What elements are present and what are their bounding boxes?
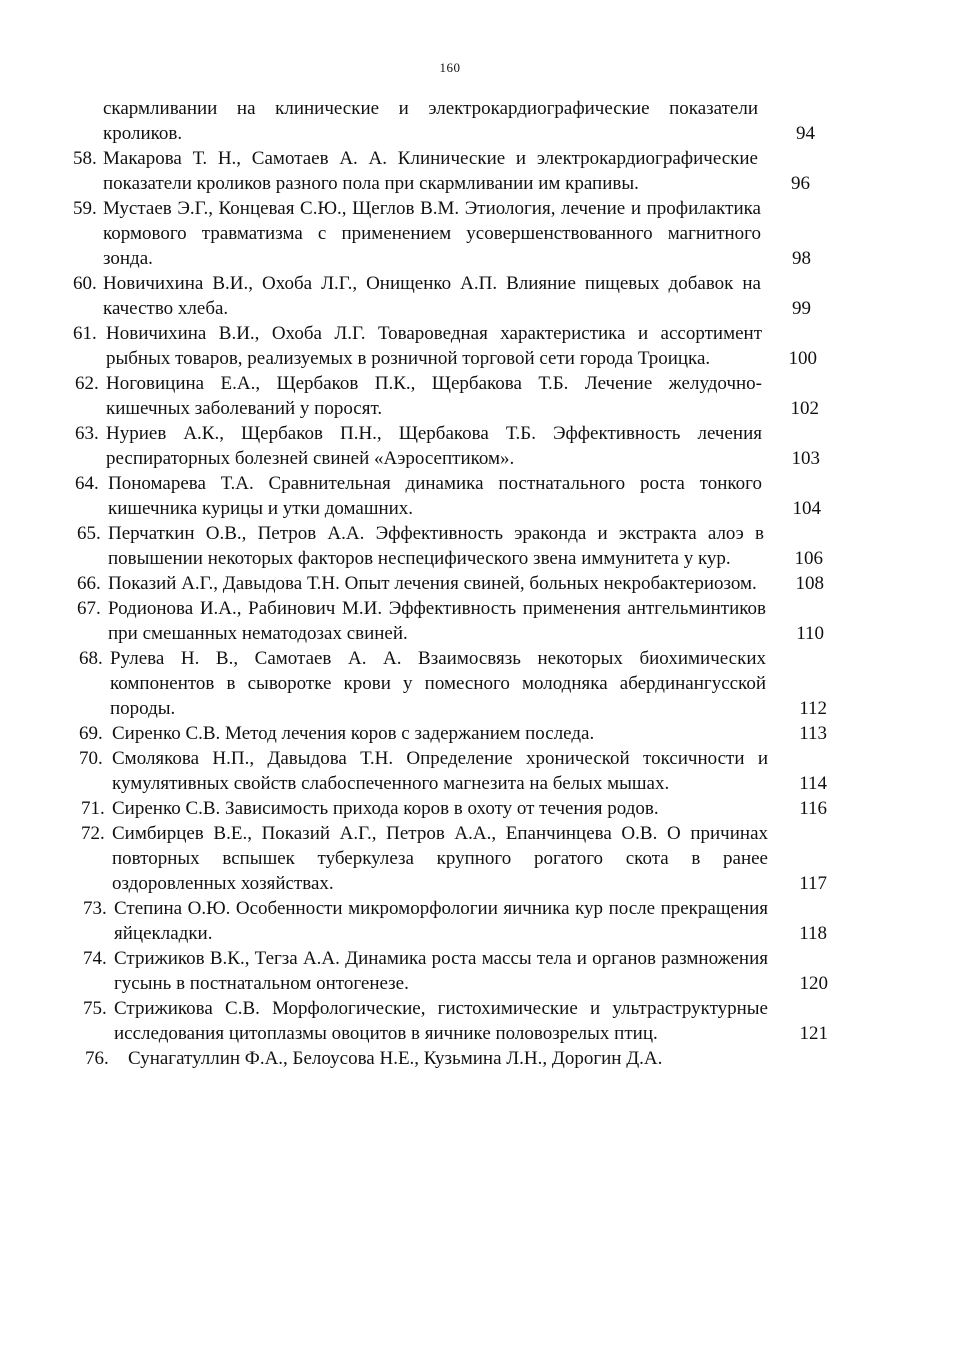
- toc-entry-page-number: 116: [799, 798, 827, 819]
- toc-entry-page-number: 113: [799, 723, 827, 744]
- toc-entry-number: 62.: [75, 373, 99, 394]
- toc-entry-title: Новичихина В.И., Охоба Л.Г., Онищенко А.П. Влияние пищевых добавок на качество хлеба.: [103, 273, 761, 319]
- toc-entry-number: 58.: [73, 148, 97, 169]
- toc-entry: [0, 946, 960, 996]
- toc-entry-number: 60.: [73, 273, 97, 294]
- toc-entry-title: скармливании на клинические и электрокардиографические показатели кроликов.: [103, 98, 758, 144]
- toc-entry-number: 72.: [81, 823, 105, 844]
- toc-entry-page-number: 114: [799, 773, 827, 794]
- toc-entry: [0, 821, 960, 896]
- toc-entry-number: 59.: [73, 198, 97, 219]
- toc-entry-number: 70.: [79, 748, 103, 769]
- toc-entry-title: Смолякова Н.П., Давыдова Т.Н. Определение хронической токсичности и кумулятивных свойств слабоспеченного магнезита на белых мышах.: [112, 748, 768, 794]
- toc-entry: [0, 796, 960, 821]
- toc-entry-title: Симбирцев В.Е., Показий А.Г., Петров А.А., Епанчинцева О.В. О причинах повторных вспышек туберкулеза крупного рогатого скота в ранее оздоровленных хозяйствах.: [112, 823, 768, 894]
- toc-entry: [0, 421, 960, 471]
- toc-entry-page-number: 121: [799, 1023, 828, 1044]
- toc-entry-number: 64.: [75, 473, 99, 494]
- toc-entry-title: Перчаткин О.В., Петров А.А. Эффективность эраконда и экстракта алоэ в повышении некоторых факторов неспецифического звена иммунитета у кур.: [108, 523, 764, 569]
- toc-entry-title: Пономарева Т.А. Сравнительная динамика постнатального роста тонкого кишечника курицы и утки домашних.: [108, 473, 762, 519]
- toc-entry-page-number: 118: [799, 923, 827, 944]
- toc-entry-title: Стрижикова С.В. Морфологические, гистохимические и ультраструктурные исследования цитоплазмы овоцитов в яичнике половозрелых птиц.: [114, 998, 768, 1044]
- toc-entry: [0, 571, 960, 596]
- toc-entry-page-number: 104: [792, 498, 821, 519]
- toc-entry-title: Показий А.Г., Давыдова Т.Н. Опыт лечения свиней, больных некробактериозом.: [108, 573, 757, 594]
- toc-entry-title: Степина О.Ю. Особенности микроморфологии яичника кур после прекращения яйцекладки.: [114, 898, 768, 944]
- toc-entry: [0, 521, 960, 571]
- toc-entry-title: Стрижиков В.К., Тегза А.А. Динамика роста массы тела и органов размножения гусынь в постнатальном онтогенезе.: [114, 948, 768, 994]
- toc-entry-title: Мустаев Э.Г., Концевая С.Ю., Щеглов В.М. Этиология, лечение и профилактика кормового травматизма с применением усовершенствованного магнитного зонда.: [103, 198, 761, 269]
- toc-entry-number: 61.: [73, 323, 97, 344]
- toc-entry-number: 75.: [83, 998, 107, 1019]
- toc-entry-title: Рулева Н. В., Самотаев А. А. Взаимосвязь некоторых биохимических компонентов в сыворотке крови у помесного молодняка абердинангусской породы.: [110, 648, 766, 719]
- toc-entry-title: Ноговицина Е.А., Щербаков П.К., Щербакова Т.Б. Лечение желудочно-кишечных заболеваний у поросят.: [106, 373, 762, 419]
- toc-entry-page-number: 106: [794, 548, 823, 569]
- toc-entry: [0, 321, 960, 371]
- toc-entry-page-number: 100: [788, 348, 817, 369]
- toc-entry: [0, 471, 960, 521]
- toc-entry-number: 71.: [81, 798, 105, 819]
- toc-entry-page-number: 96: [791, 173, 810, 194]
- toc-entry-page-number: 117: [799, 873, 827, 894]
- toc-entry-number: 73.: [83, 898, 107, 919]
- toc-entry-page-number: 108: [795, 573, 824, 594]
- page-number: 160: [439, 60, 461, 75]
- toc-entry-number: 65.: [77, 523, 101, 544]
- toc-entry: [0, 96, 960, 146]
- toc-entry-title: Нуриев А.К., Щербаков П.Н., Щербакова Т.Б. Эффективность лечения респираторных болезней свиней «Аэросептиком».: [106, 423, 762, 469]
- toc-entry-page-number: 94: [796, 123, 815, 144]
- toc-entry-title: Макарова Т. Н., Самотаев А. А. Клинические и электрокардиографические показатели кроликов разного пола при скармливании им крапивы.: [103, 148, 758, 194]
- toc-entry-page-number: 98: [792, 248, 811, 269]
- toc-entry-title: Сиренко С.В. Зависимость прихода коров в охоту от течения родов.: [112, 798, 659, 819]
- toc-entry: [0, 996, 960, 1046]
- toc-entry: [0, 596, 960, 646]
- toc-entry-number: 68.: [79, 648, 103, 669]
- toc-entry: [0, 271, 960, 321]
- toc-entry: [0, 746, 960, 796]
- toc-entry-page-number: 120: [799, 973, 828, 994]
- toc-entry-number: 63.: [75, 423, 99, 444]
- toc-entry: [0, 1046, 960, 1071]
- toc-entry-page-number: 99: [792, 298, 811, 319]
- toc-entry-page-number: 103: [791, 448, 820, 469]
- toc-entry-title: Сунагатуллин Ф.А., Белоусова Н.Е., Кузьмина Л.Н., Дорогин Д.А.: [128, 1048, 663, 1069]
- toc-entry-title: Новичихина В.И., Охоба Л.Г. Товароведная характеристика и ассортимент рыбных товаров, реализуемых в розничной торговой сети города Троицка.: [106, 323, 762, 369]
- toc-entry: [0, 646, 960, 721]
- toc-entry-number: 76.: [85, 1048, 109, 1069]
- toc-entry-number: 74.: [83, 948, 107, 969]
- toc-entry-page-number: 102: [790, 398, 819, 419]
- toc-entry: [0, 721, 960, 746]
- toc-entry-page-number: 110: [796, 623, 824, 644]
- toc-entry: [0, 371, 960, 421]
- table-of-contents: [0, 96, 960, 1071]
- toc-entry: [0, 896, 960, 946]
- toc-entry-title: Родионова И.А., Рабинович М.И. Эффективность применения антгельминтиков при смешанных нематодозах свиней.: [108, 598, 766, 644]
- toc-entry-number: 69.: [79, 723, 103, 744]
- toc-entry-number: 67.: [77, 598, 101, 619]
- toc-entry: [0, 196, 960, 271]
- toc-entry-title: Сиренко С.В. Метод лечения коров с задержанием последа.: [112, 723, 595, 744]
- toc-entry: [0, 146, 960, 196]
- toc-entry-page-number: 112: [799, 698, 827, 719]
- toc-entry-number: 66.: [77, 573, 101, 594]
